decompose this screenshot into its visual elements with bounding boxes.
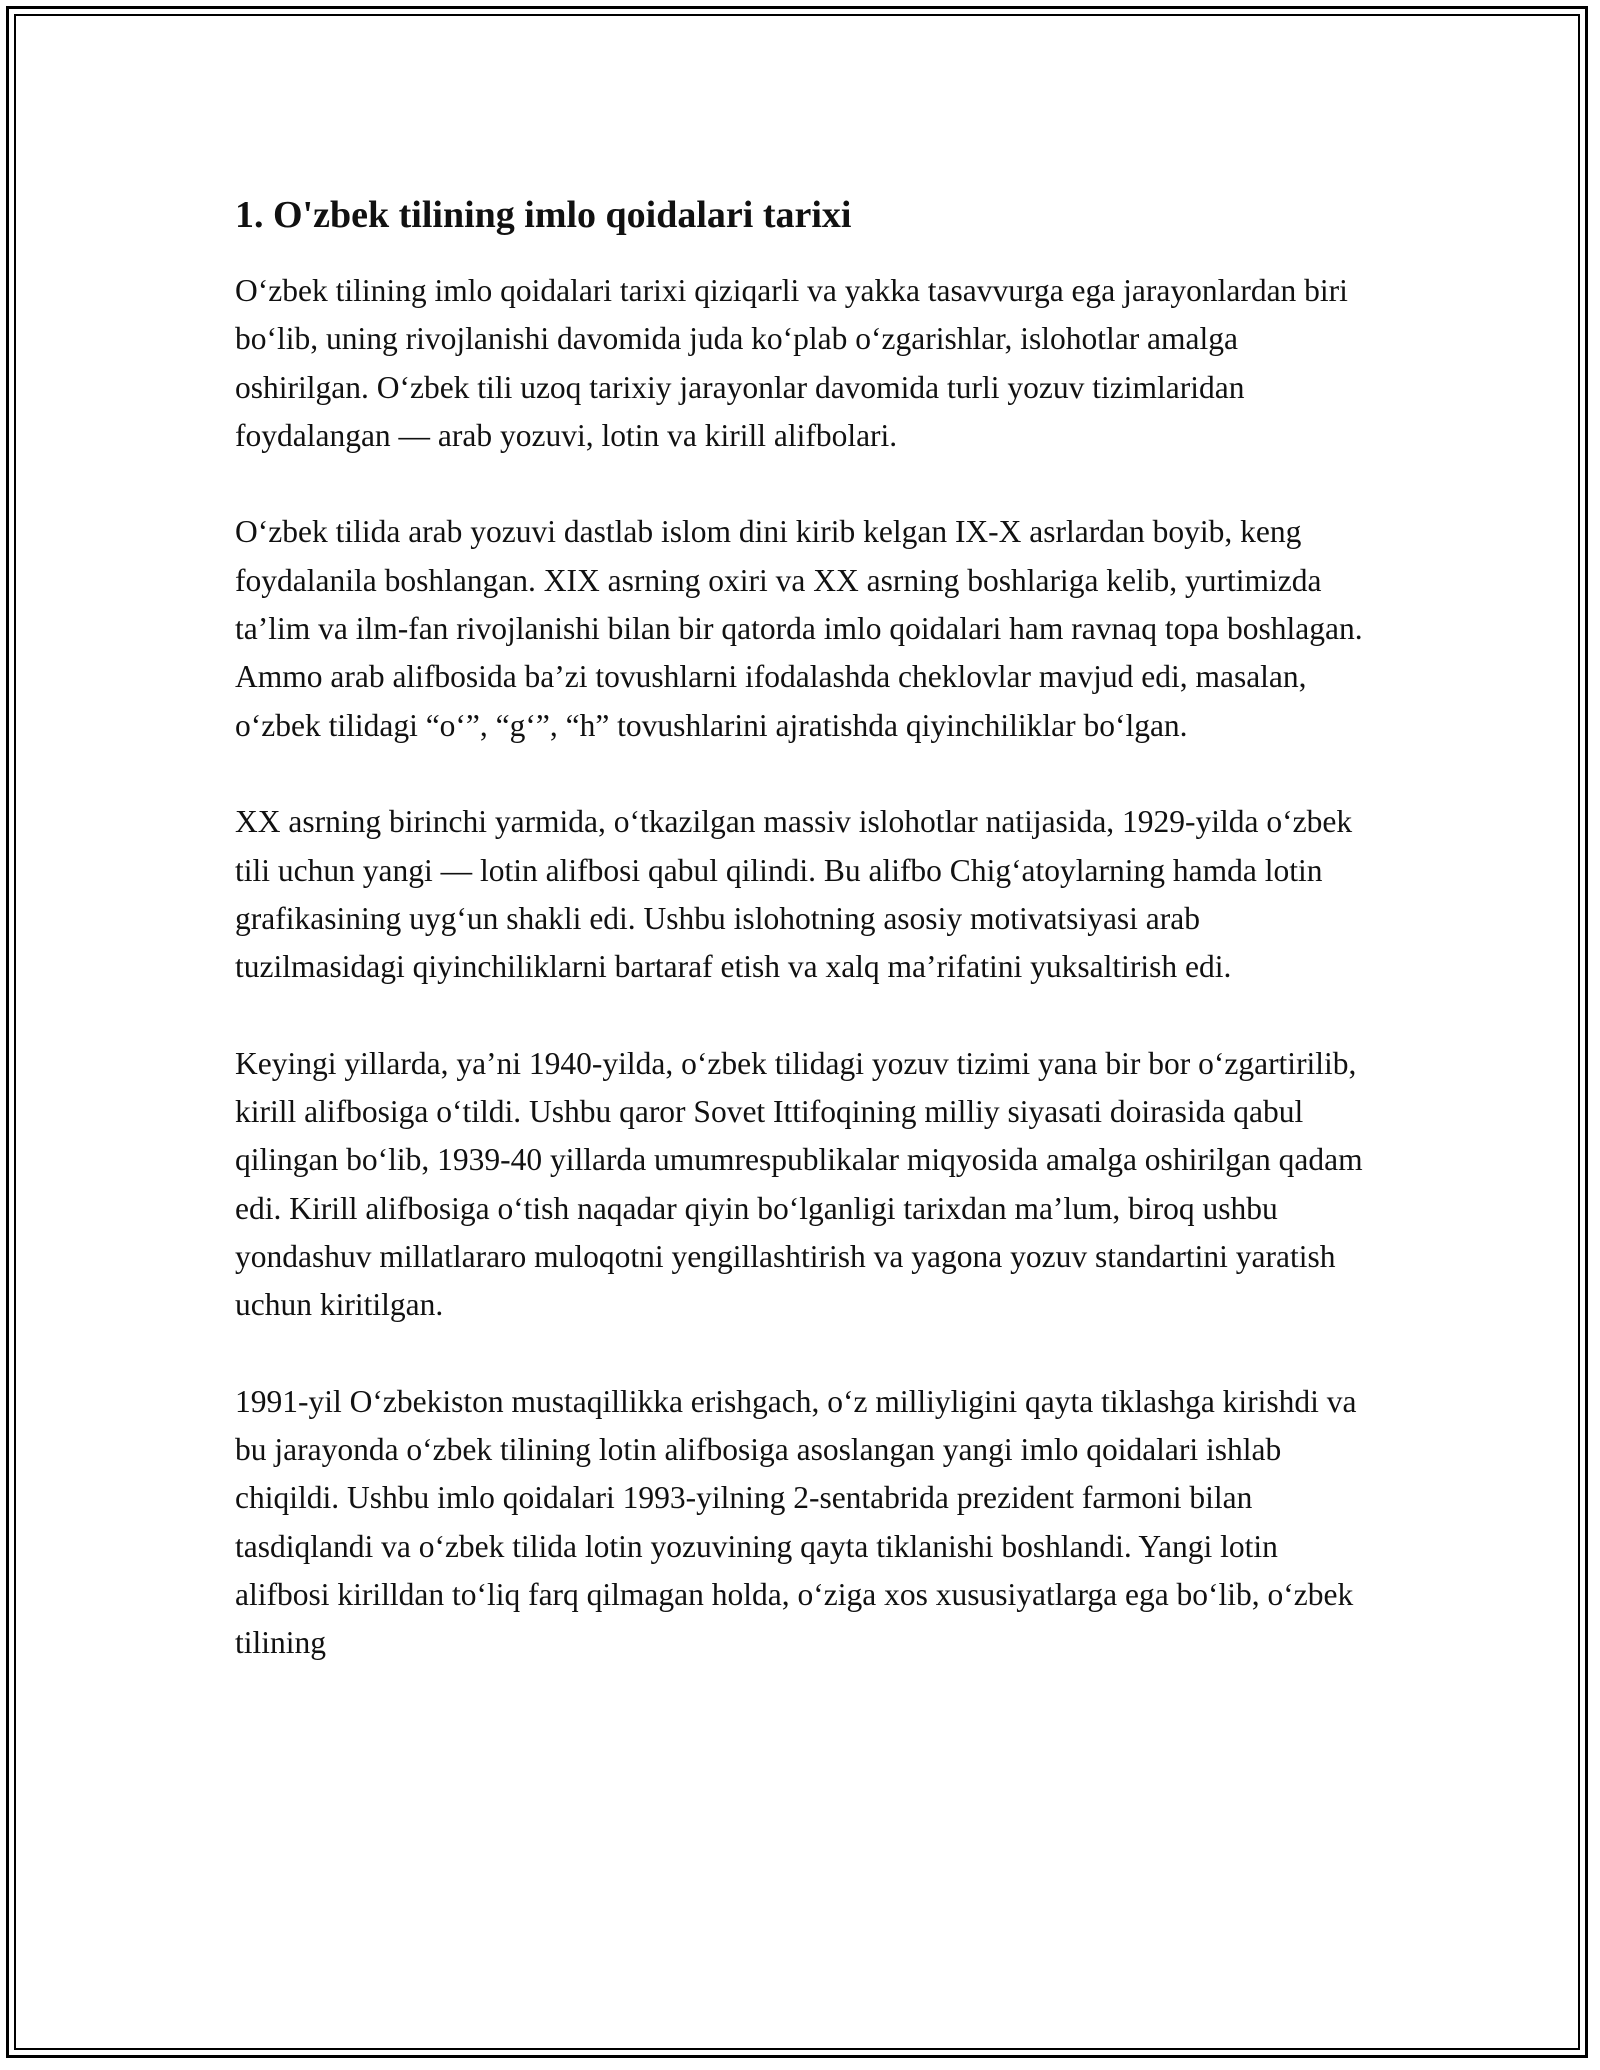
document-body	[235, 185, 1375, 1716]
paragraph-4: Keyingi yillarda, ya’ni 1940-yilda, o‘zbek tilidagi yozuv tizimi yana bir bor o‘zgartirilib, kirill alifbosiga o‘tildi. Ushbu qaror Sovet Ittifoqining milliy siyasati doirasida qabul qilingan bo‘lib, 1939-40 yillarda umumrespublikalar miqyosida amalga oshirilgan qadam edi. Kirill alifbosiga o‘tish naqadar qiyin bo‘lganligi tarixdan ma’lum, biroq ushbu yondashuv millatlararo muloqotni yengillashtirish va yagona yozuv standartini yaratish uchun kiritilgan.	[235, 1045, 1363, 1323]
section-heading: 1. O'zbek tilining imlo qoidalari tarixi	[235, 194, 852, 236]
paragraph-5: 1991-yil O‘zbekiston mustaqillikka erishgach, o‘z milliyligini qayta tiklashga kirishdi va bu jarayonda o‘zbek tilining lotin alifbosiga asoslangan yangi imlo qoidalari ishlab chiqildi. Ushbu imlo qoidalari 1993-yilning 2-sentabrida prezident farmoni bilan tasdiqlandi va o‘zbek tilida lotin yozuvining qayta tiklanishi boshlandi. Yangi lotin alifbosi kirilldan to‘liq farq qilmagan holda, o‘ziga xos xususiyatlarga ega bo‘lib, o‘zbek tilining	[235, 1383, 1357, 1661]
paragraph-3: XX asrning birinchi yarmida, o‘tkazilgan massiv islohotlar natijasida, 1929-yilda o‘zbek tili uchun yangi — lotin alifbosi qabul qilindi. Bu alifbo Chig‘atoylarning hamda lotin grafikasining uyg‘un shakli edi. Ushbu islohotning asosiy motivatsiyasi arab tuzilmasidagi qiyinchiliklarni bartaraf etish va xalq ma’rifatini yuksaltirish edi.	[235, 804, 1353, 985]
paragraph-2: O‘zbek tilida arab yozuvi dastlab islom dini kirib kelgan IX-X asrlardan boyib, keng foydalanila boshlangan. XIX asrning oxiri va XX asrning boshlariga kelib, yurtimizda ta’lim va ilm-fan rivojlanishi bilan bir qatorda imlo qoidalari ham ravnaq topa boshlagan. Ammo arab alifbosida ba’zi tovushlarni ifodalashda cheklovlar mavjud edi, masalan, o‘zbek tilidagi “o‘”, “g‘”, “h” tovushlarini ajratishda qiyinchiliklar bo‘lgan.	[235, 514, 1363, 743]
paragraph-1: O‘zbek tilining imlo qoidalari tarixi qiziqarli va yakka tasavvurga ega jarayonlardan biri bo‘lib, uning rivojlanishi davomida juda ko‘plab o‘zgarishlar, islohotlar amalga oshirilgan. O‘zbek tili uzoq tarixiy jarayonlar davomida turli yozuv tizimlaridan foydalangan — arab yozuvi, lotin va kirill alifbolari.	[235, 273, 1348, 453]
